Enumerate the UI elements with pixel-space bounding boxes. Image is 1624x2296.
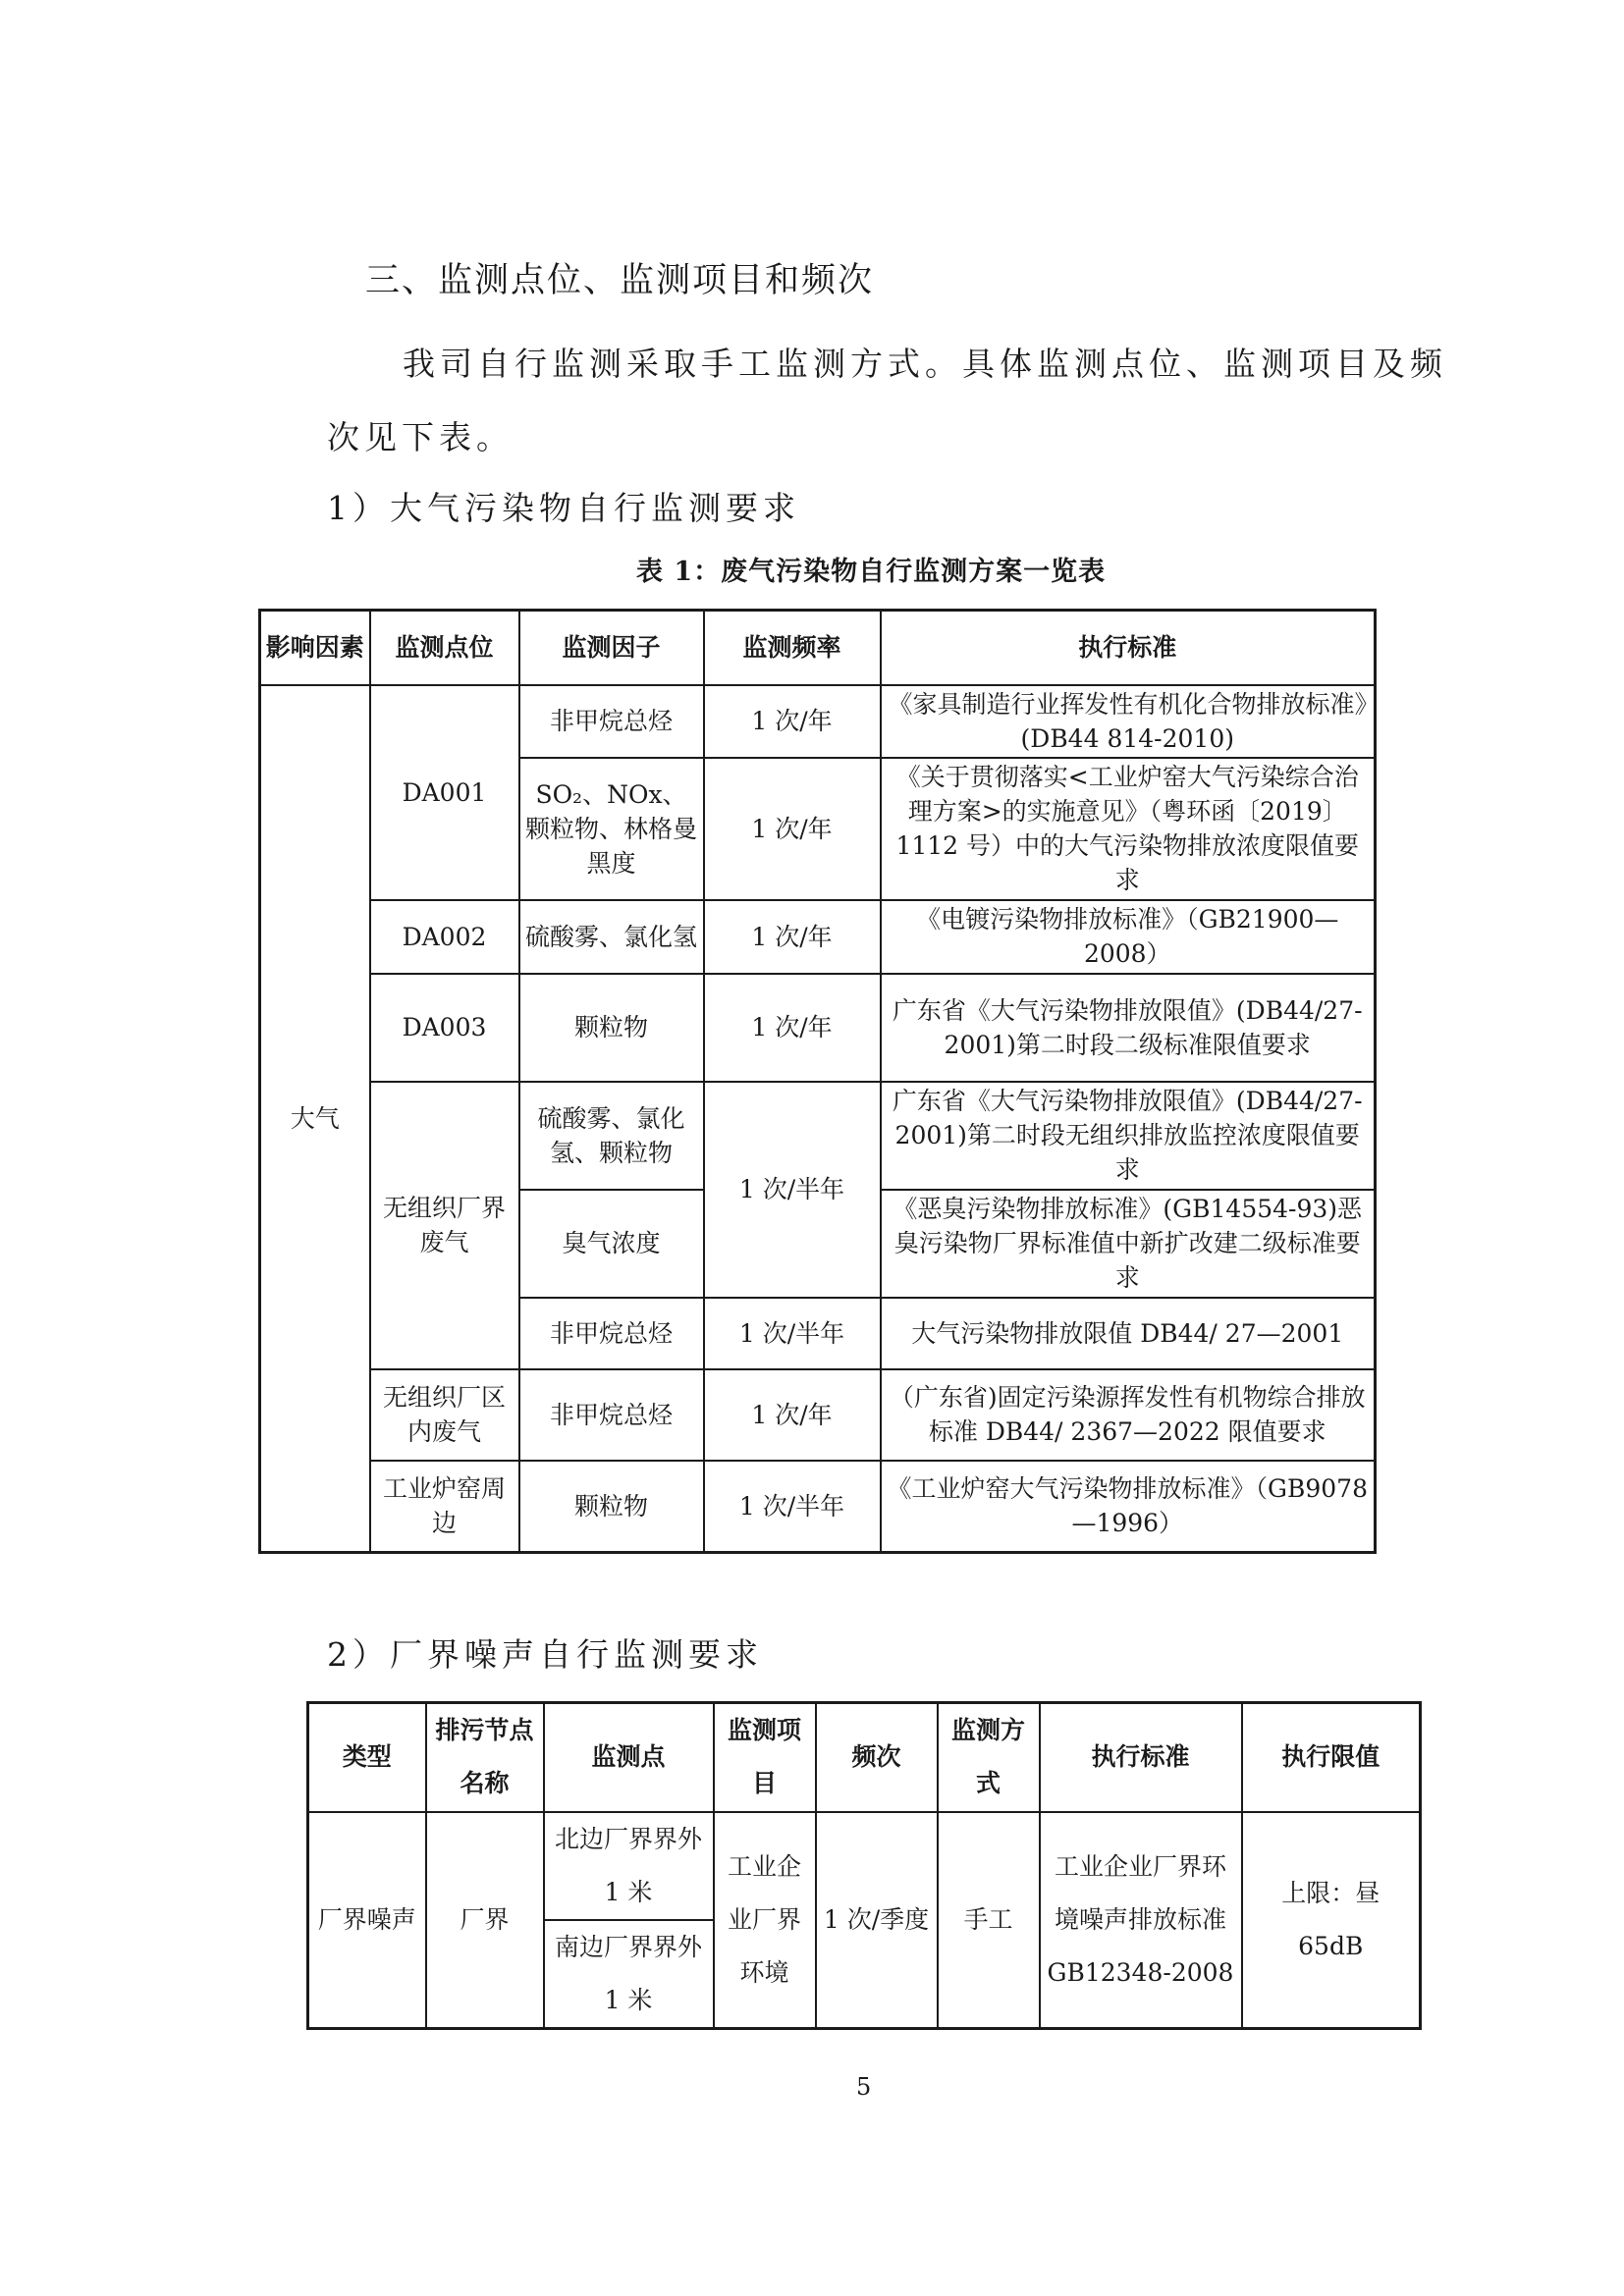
method-cell: 手工 <box>938 1812 1040 2029</box>
item-cell: 颗粒物 <box>519 1461 704 1553</box>
header-standard: 执行标准 <box>881 611 1376 685</box>
subsection-title-air: 1）大气污染物自行监测要求 <box>327 489 800 527</box>
type-cell: 厂界噪声 <box>308 1812 426 2029</box>
header-standard: 执行标准 <box>1040 1703 1242 1812</box>
table1-caption: 表 1：废气污染物自行监测方案一览表 <box>636 557 1107 587</box>
table-row <box>260 1082 1376 1190</box>
standard-cell: 《工业炉窑大气污染物排放标准》（GB9078—1996） <box>881 1461 1376 1553</box>
standard-cell: 《关于贯彻落实<工业炉窑大气污染综合治理方案>的实施意见》（粤环函〔2019〕1112 号）中的大气污染物排放浓度限值要求 <box>881 758 1376 900</box>
freq-cell: 1 次/半年 <box>704 1082 881 1298</box>
standard-cell: 广东省《大气污染物排放限值》(DB44/27-2001)第二时段二级标准限值要求 <box>881 974 1376 1082</box>
table-row <box>308 1812 1421 1920</box>
freq-cell: 1 次/半年 <box>704 1461 881 1553</box>
item-cell: 颗粒物 <box>519 974 704 1082</box>
table-header-row <box>308 1703 1421 1812</box>
point-cell: DA002 <box>370 900 519 974</box>
point-cell: 无组织厂界废气 <box>370 1082 519 1369</box>
standard-cell: 《电镀污染物排放标准》（GB21900—2008） <box>881 900 1376 974</box>
table-row <box>260 900 1376 974</box>
header-frequency: 频次 <box>816 1703 938 1812</box>
header-factor: 影响因素 <box>260 611 370 685</box>
header-item: 监测因子 <box>519 611 704 685</box>
point-cell: 无组织厂区内废气 <box>370 1369 519 1461</box>
standard-cell: （广东省)固定污染源挥发性有机物综合排放标准 DB44/ 2367—2022 限值要求 <box>881 1369 1376 1461</box>
header-node: 排污节点名称 <box>426 1703 544 1812</box>
item-cell: 硫酸雾、氯化氢、颗粒物 <box>519 1082 704 1190</box>
page-number: 5 <box>856 2073 872 2101</box>
freq-cell: 1 次/年 <box>704 900 881 974</box>
point-cell: DA001 <box>370 685 519 900</box>
factor-cell: 大气 <box>260 685 370 1553</box>
item-cell: 非甲烷总烃 <box>519 1298 704 1369</box>
item-cell: 工业企业厂界环境 <box>714 1812 816 2029</box>
item-cell: 臭气浓度 <box>519 1190 704 1298</box>
header-item: 监测项目 <box>714 1703 816 1812</box>
table-row <box>260 1461 1376 1553</box>
header-method: 监测方式 <box>938 1703 1040 1812</box>
freq-cell: 1 次/年 <box>704 974 881 1082</box>
standard-cell: 工业企业厂界环境噪声排放标准 GB12348-2008 <box>1040 1812 1242 2029</box>
limit-cell: 上限：昼 65dB <box>1242 1812 1421 2029</box>
item-cell: 硫酸雾、氯化氢 <box>519 900 704 974</box>
intro-line-1: 我司自行监测采取手工监测方式。具体监测点位、监测项目及频 <box>403 345 1447 383</box>
section-title: 三、监测点位、监测项目和频次 <box>365 261 875 300</box>
node-cell: 厂界 <box>426 1812 544 2029</box>
intro-line-2: 次见下表。 <box>327 418 514 456</box>
subsection-title-noise: 2）厂界噪声自行监测要求 <box>327 1635 763 1674</box>
item-cell: 非甲烷总烃 <box>519 1369 704 1461</box>
table-row <box>260 974 1376 1082</box>
header-limit: 执行限值 <box>1242 1703 1421 1812</box>
header-point: 监测点位 <box>370 611 519 685</box>
air-monitoring-table <box>258 609 1377 1554</box>
standard-cell: 《恶臭污染物排放标准》(GB14554-93)恶臭污染物厂界标准值中新扩改建二级标准要求 <box>881 1190 1376 1298</box>
table-row <box>260 685 1376 758</box>
standard-cell: 广东省《大气污染物排放限值》(DB44/27-2001)第二时段无组织排放监控浓度限值要求 <box>881 1082 1376 1190</box>
table-row <box>260 1369 1376 1461</box>
point-cell: 工业炉窑周边 <box>370 1461 519 1553</box>
freq-cell: 1 次/年 <box>704 1369 881 1461</box>
freq-cell: 1 次/半年 <box>704 1298 881 1369</box>
noise-monitoring-table <box>306 1701 1422 2030</box>
header-type: 类型 <box>308 1703 426 1812</box>
standard-cell: 《家具制造行业挥发性有机化合物排放标准》(DB44 814-2010) <box>881 685 1376 758</box>
point-cell: DA003 <box>370 974 519 1082</box>
header-point: 监测点 <box>544 1703 714 1812</box>
item-cell: 非甲烷总烃 <box>519 685 704 758</box>
item-cell: SO₂、NOx、颗粒物、林格曼黑度 <box>519 758 704 900</box>
freq-cell: 1 次/年 <box>704 685 881 758</box>
header-frequency: 监测频率 <box>704 611 881 685</box>
table-header-row <box>260 611 1376 685</box>
standard-cell: 大气污染物排放限值 DB44/ 27—2001 <box>881 1298 1376 1369</box>
freq-cell: 1 次/年 <box>704 758 881 900</box>
freq-cell: 1 次/季度 <box>816 1812 938 2029</box>
point-cell: 北边厂界界外 1 米 <box>544 1812 714 1920</box>
point-cell: 南边厂界界外 1 米 <box>544 1920 714 2029</box>
